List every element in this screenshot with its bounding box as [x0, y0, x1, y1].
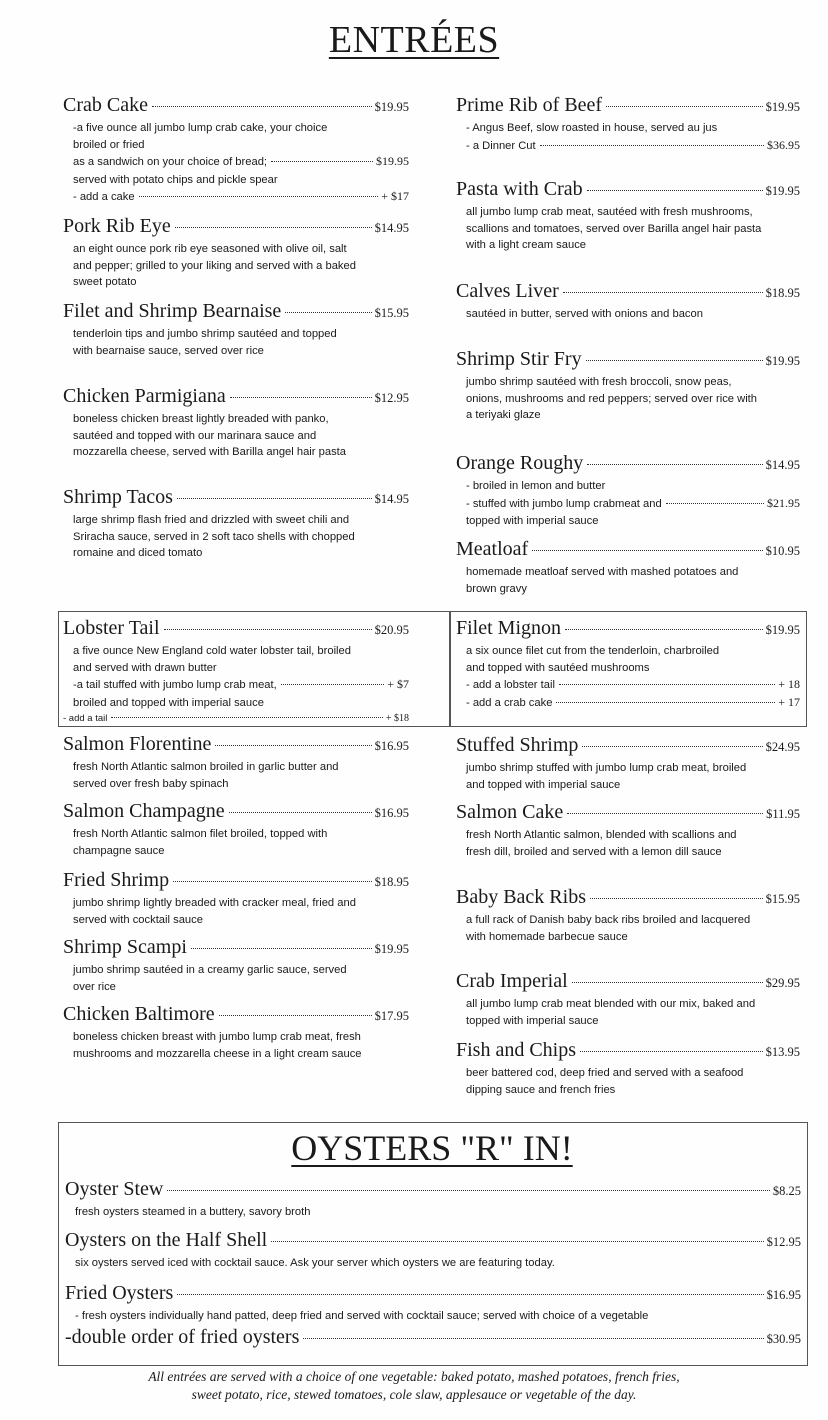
item-name: Fried Oysters	[65, 1282, 174, 1304]
menu-item-orange-roughy	[456, 452, 800, 530]
item-description: -a five ounce all jumbo lump crab cake, your choice broiled or fried	[73, 122, 328, 151]
item-description: sautéed in butter, served with onions and bacon	[466, 308, 703, 320]
menu-item-salmon-champagne	[63, 800, 409, 859]
menu-item-calves-liver	[456, 280, 800, 323]
item-description: jumbo shrimp lightly breaded with cracker meal, fried and served with cocktail sauce	[73, 897, 356, 926]
item-price: $13.95	[765, 1045, 800, 1059]
item-price: $12.95	[766, 1235, 801, 1249]
menu-item-chicken-baltimore	[63, 1003, 409, 1062]
item-name: Shrimp Stir Fry	[456, 348, 582, 370]
item-price: $29.95	[765, 976, 800, 990]
item-price: $14.95	[765, 458, 800, 472]
footer-note	[40, 1368, 788, 1404]
item-name: Lobster Tail	[63, 617, 160, 639]
item-price: $14.95	[374, 492, 409, 506]
item-description: jumbo shrimp sautéed in a creamy garlic sauce, served over rice	[73, 964, 347, 993]
item-description-2: served with potato chips and pickle spear	[73, 173, 278, 186]
item-name: Shrimp Scampi	[63, 936, 187, 958]
item-price: $19.95	[765, 184, 800, 198]
item-description: boneless chicken breast lightly breaded with panko, sautéed and topped with our marinara sauce and mozzarella cheese, served with Barilla angel hair pasta	[73, 413, 346, 458]
menu-item-chicken-parmigiana	[63, 385, 409, 461]
item-price: $19.95	[765, 354, 800, 368]
menu-item-pasta-with-crab	[456, 178, 800, 254]
oysters-title: OYSTERS "R" IN!	[291, 1128, 573, 1168]
item-price: $24.95	[765, 740, 800, 754]
footer-line-2: sweet potato, rice, stewed tomatoes, cole slaw, applesauce or vegetable of the day.	[191, 1387, 637, 1402]
item-name: Chicken Parmigiana	[63, 385, 226, 407]
item-price: $19.95	[374, 942, 409, 956]
item-description: fresh North Atlantic salmon broiled in garlic butter and served over fresh baby spinach	[73, 761, 339, 790]
menu-item-shrimp-scampi	[63, 936, 409, 995]
item-description: all jumbo lump crab meat blended with our mix, baked and topped with imperial sauce	[466, 998, 756, 1027]
menu-item-lobster-tail	[63, 617, 409, 728]
item-price: $12.95	[374, 391, 409, 405]
item-description: fresh oysters steamed in a buttery, savory broth	[75, 1206, 311, 1218]
item-price: $18.95	[374, 875, 409, 889]
item-name: Oysters on the Half Shell	[65, 1229, 268, 1251]
item-price: $16.95	[374, 739, 409, 753]
item-option: - a Dinner Cut $36.95	[466, 137, 800, 152]
item-description: all jumbo lump crab meat, sautéed with fresh mushrooms, scallions and tomatoes, served over Barilla angel hair pasta with a light cream sauce	[466, 206, 762, 251]
item-price: $16.95	[766, 1288, 801, 1302]
item-option: - add a lobster tail + 18	[466, 677, 800, 691]
item-description-2: broiled and topped with imperial sauce	[73, 696, 264, 709]
oyster-item-half-shell	[65, 1229, 801, 1271]
item-name: Pork Rib Eye	[63, 215, 171, 237]
menu-item-baby-back-ribs	[456, 886, 800, 945]
item-description: fresh North Atlantic salmon, blended with scallions and fresh dill, broiled and served with a lemon dill sauce	[466, 829, 737, 858]
item-price: $14.95	[374, 221, 409, 235]
item-description: six oysters served iced with cocktail sauce. Ask your server which oysters we are featuring today.	[75, 1257, 555, 1269]
item-name: Orange Roughy	[456, 452, 584, 474]
item-name: Filet Mignon	[456, 617, 562, 639]
item-option: - add a cake + $17	[73, 189, 409, 203]
item-name: Stuffed Shrimp	[456, 734, 579, 756]
item-price: $19.95	[765, 623, 800, 637]
item-description: tenderloin tips and jumbo shrimp sautéed and topped with bearnaise sauce, served over rice	[73, 328, 337, 357]
item-price: $19.95	[374, 100, 409, 114]
item-description: boneless chicken breast with jumbo lump crab meat, fresh mushrooms and mozzarella cheese in a light cream sauce	[73, 1031, 362, 1060]
double-order-label: -double order of fried oysters	[65, 1326, 300, 1348]
item-description: a five ounce New England cold water lobster tail, broiled and served with drawn butter	[73, 645, 351, 674]
menu-item-crab-cake	[63, 94, 409, 206]
oyster-item-fried	[65, 1282, 801, 1351]
menu-item-stuffed-shrimp	[456, 734, 800, 793]
item-price: $15.95	[765, 892, 800, 906]
item-price: $10.95	[765, 544, 800, 558]
item-description: homemade meatloaf served with mashed potatoes and brown gravy	[466, 566, 739, 595]
item-price: $17.95	[374, 1009, 409, 1023]
item-name: Prime Rib of Beef	[456, 94, 603, 116]
item-description: large shrimp flash fried and drizzled with sweet chili and Sriracha sauce, served in 2 soft taco shells with chopped romaine and diced tomato	[73, 514, 355, 559]
item-price: $11.95	[766, 807, 800, 821]
item-name: Meatloaf	[456, 538, 529, 560]
item-name: Salmon Champagne	[63, 800, 225, 822]
item-name: Chicken Baltimore	[63, 1003, 215, 1025]
footer-line-1: All entrées are served with a choice of one vegetable: baked potato, mashed potatoes, french fries,	[148, 1369, 680, 1384]
item-description: jumbo shrimp sautéed with fresh broccoli, snow peas, onions, mushrooms and red peppers; served over rice with a teriyaki glaze	[466, 376, 758, 421]
menu-item-fried-shrimp	[63, 869, 409, 928]
item-name: Crab Imperial	[456, 970, 568, 992]
item-name: Filet and Shrimp Bearnaise	[63, 300, 282, 322]
item-name: Fried Shrimp	[63, 869, 170, 891]
item-name: Shrimp Tacos	[63, 486, 173, 508]
item-option: - stuffed with jumbo lump crabmeat and $21.95	[466, 495, 800, 510]
oyster-item-stew	[65, 1178, 801, 1220]
item-description-2: topped with imperial sauce	[466, 515, 599, 527]
item-option: as a sandwich on your choice of bread; $19.95	[73, 154, 409, 168]
item-name: Crab Cake	[63, 94, 148, 116]
item-price: $19.95	[765, 100, 800, 114]
item-option: - add a tail + $18	[63, 713, 409, 724]
item-description: beer battered cod, deep fried and served with a seafood dipping sauce and french fries	[466, 1067, 744, 1096]
item-price: $8.25	[772, 1184, 801, 1198]
menu-item-fish-and-chips	[456, 1039, 800, 1098]
page-title: ENTRÉES	[328, 19, 500, 61]
item-name: Pasta with Crab	[456, 178, 583, 200]
item-name: Salmon Cake	[456, 801, 564, 823]
item-price: $15.95	[374, 306, 409, 320]
item-option: - add a crab cake + 17	[466, 694, 800, 709]
item-description: - broiled in lemon and butter	[466, 480, 606, 492]
double-order-price: $30.95	[766, 1332, 801, 1346]
double-order-row	[65, 1326, 801, 1351]
menu-item-shrimp-tacos	[63, 486, 409, 562]
item-name: Salmon Florentine	[63, 733, 212, 755]
menu-item-pork-rib-eye	[63, 215, 409, 291]
item-price: $18.95	[765, 286, 800, 300]
item-price: $20.95	[374, 623, 409, 637]
menu-item-salmon-florentine	[63, 733, 409, 792]
item-option: -a tail stuffed with jumbo lump crab meat, + $7	[73, 677, 409, 691]
item-name: Oyster Stew	[65, 1178, 164, 1200]
item-name: Fish and Chips	[456, 1039, 577, 1061]
menu-item-salmon-cake	[456, 801, 800, 860]
item-name: Baby Back Ribs	[456, 886, 586, 908]
menu-item-filet-mignon	[456, 617, 800, 711]
item-description: - Angus Beef, slow roasted in house, served au jus	[466, 122, 718, 134]
item-name: Calves Liver	[456, 280, 559, 302]
menu-item-crab-imperial	[456, 970, 800, 1029]
menu-item-shrimp-stir-fry	[456, 348, 800, 424]
item-price: $16.95	[374, 806, 409, 820]
menu-item-meatloaf	[456, 538, 800, 597]
item-description: fresh North Atlantic salmon filet broiled, topped with champagne sauce	[73, 828, 328, 857]
menu-item-filet-shrimp-bearnaise	[63, 300, 409, 359]
item-description: jumbo shrimp stuffed with jumbo lump crab meat, broiled and topped with imperial sauce	[466, 762, 747, 791]
item-description: an eight ounce pork rib eye seasoned with olive oil, salt and pepper; grilled to your liking and served with a baked sweet potato	[73, 243, 356, 288]
menu-item-prime-rib	[456, 94, 800, 154]
item-description: a full rack of Danish baby back ribs broiled and lacquered with homemade barbecue sauce	[466, 914, 751, 943]
item-description: - fresh oysters individually hand patted, deep fried and served with cocktail sauce; served with choice of a vegetable	[75, 1310, 649, 1322]
item-description: a six ounce filet cut from the tenderloin, charbroiled and topped with sautéed mushrooms	[466, 645, 720, 674]
